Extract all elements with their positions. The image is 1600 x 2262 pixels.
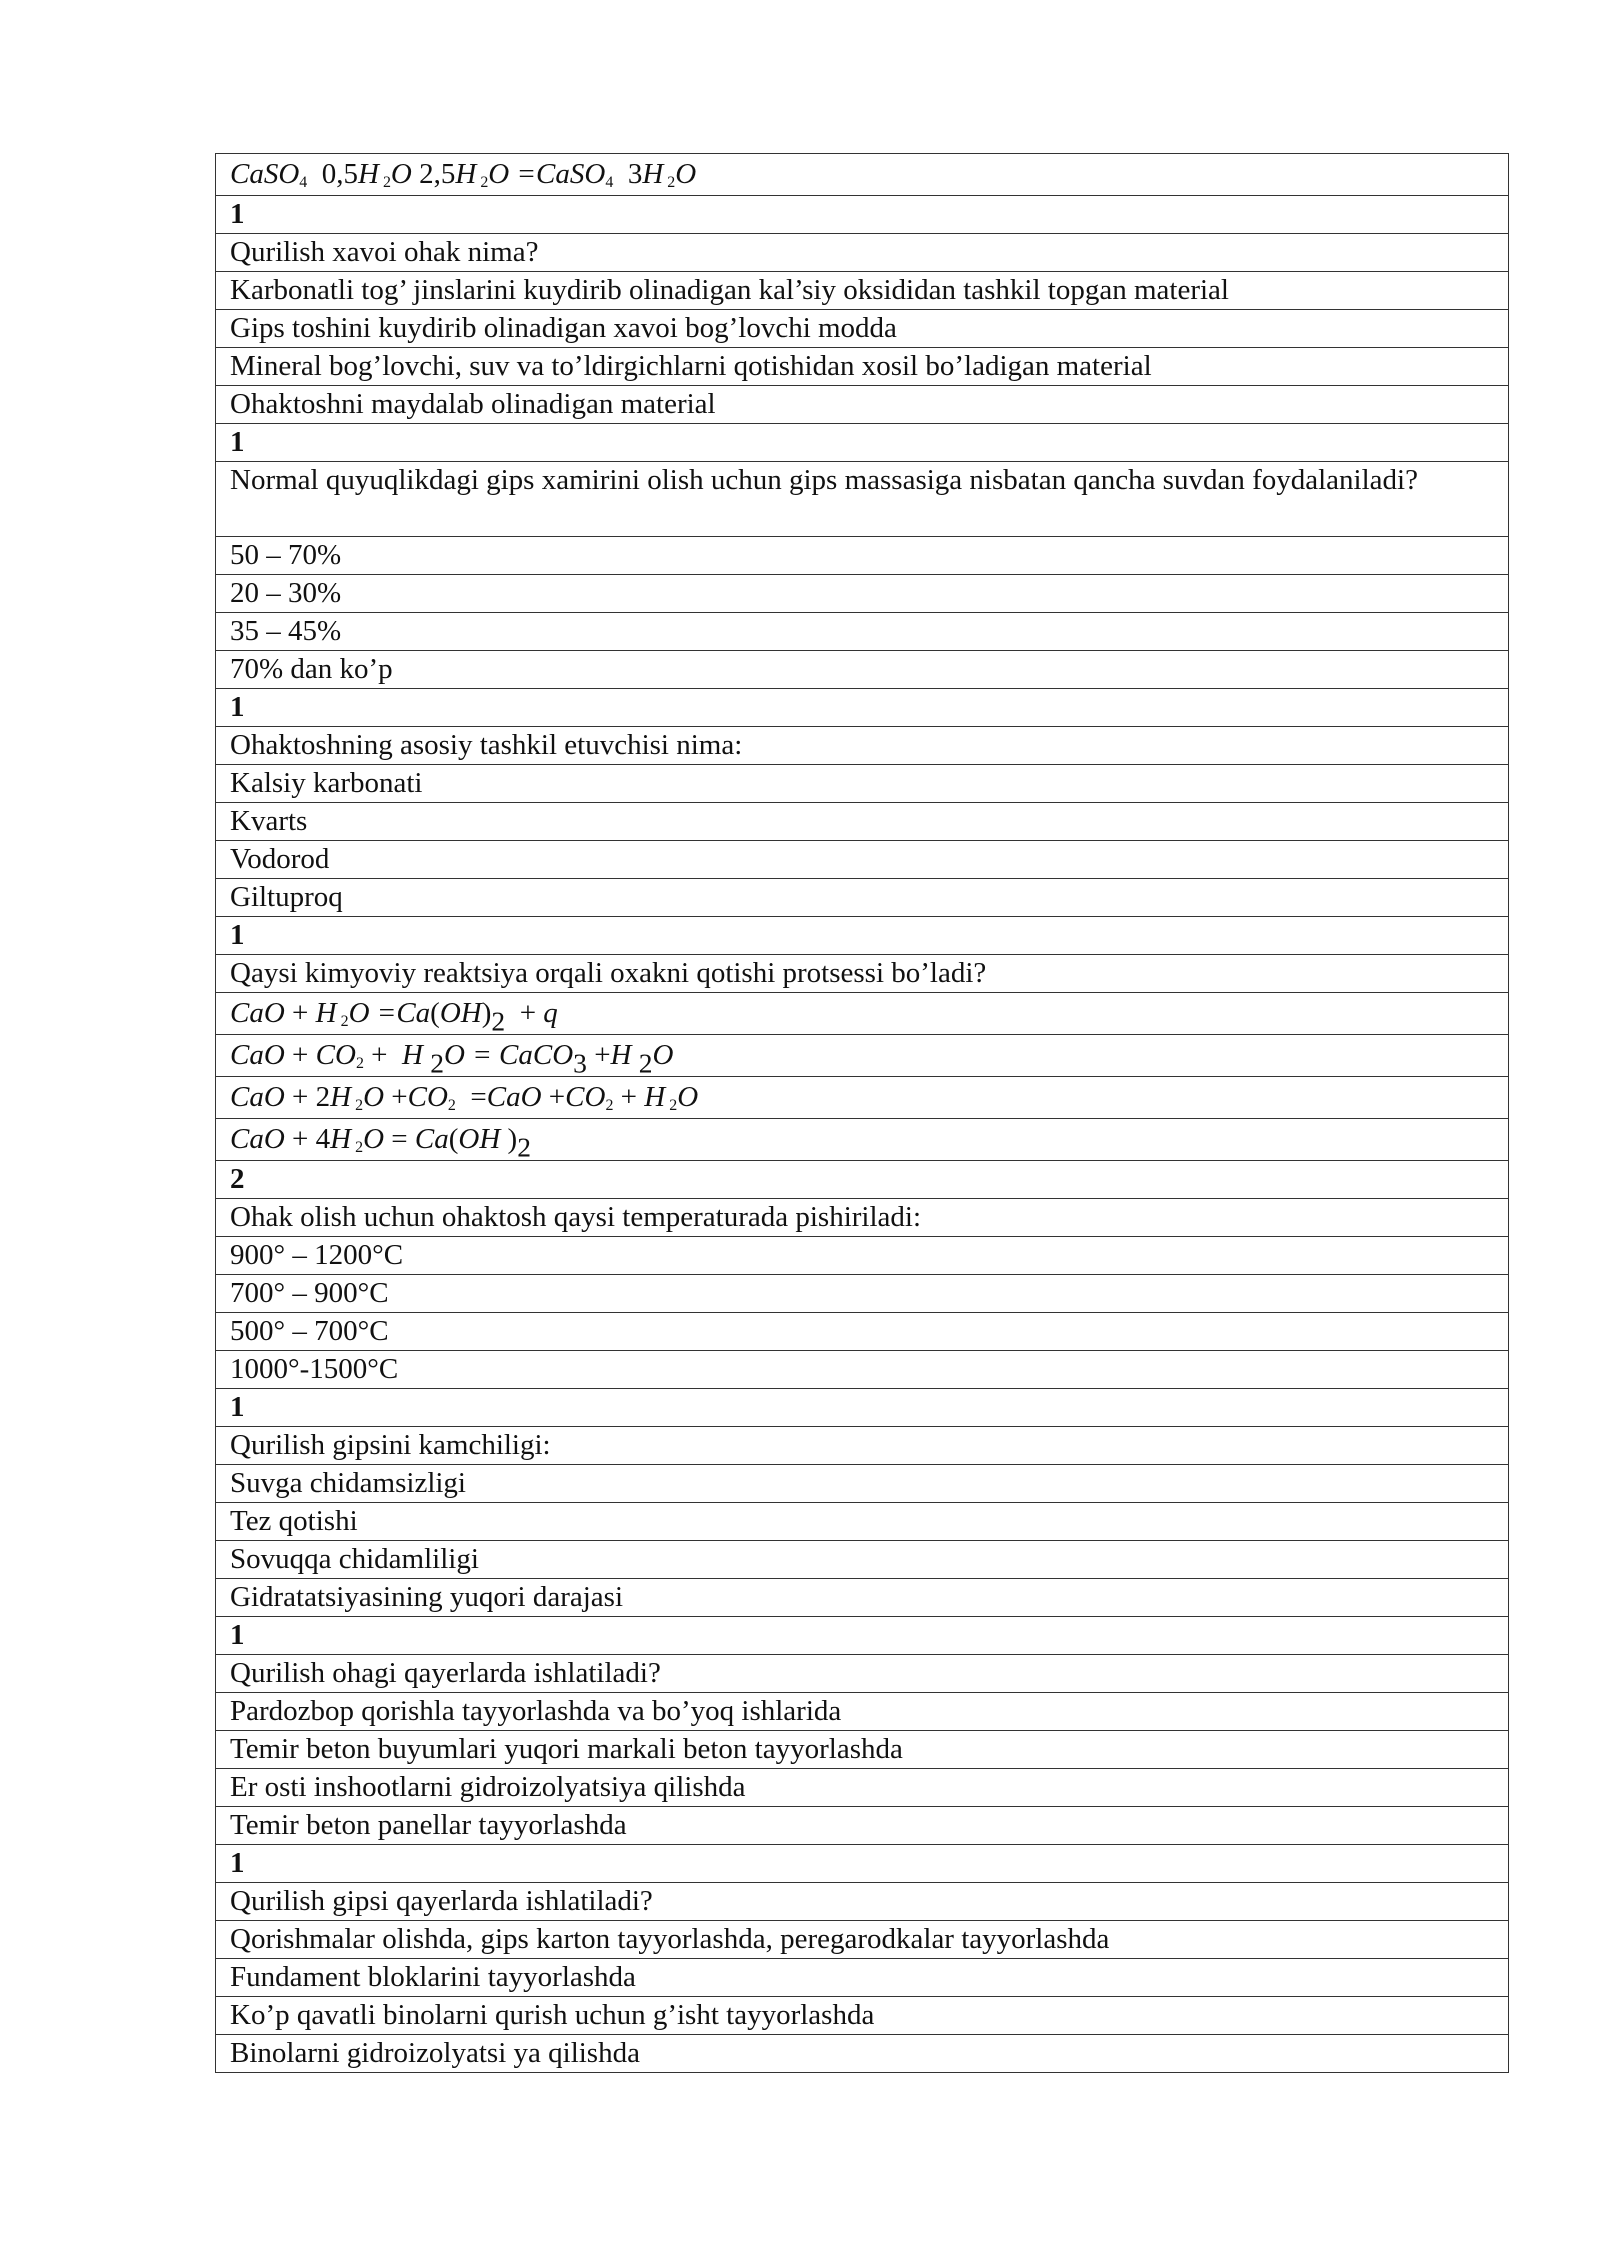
answer-option: Kalsiy karbonati (216, 765, 1509, 803)
formula-segment: + (613, 1081, 645, 1113)
answer-option: Vodorod (216, 841, 1509, 879)
table-row (216, 1579, 1509, 1617)
table-row (216, 1959, 1509, 1997)
formula-segment: + (384, 1081, 408, 1113)
table-row (216, 841, 1509, 879)
formula-segment: O (677, 1081, 699, 1113)
formula-cell (216, 1035, 1509, 1077)
formula-segment: 4 (299, 173, 308, 191)
table-row (216, 879, 1509, 917)
formula-segment: + (284, 1039, 316, 1071)
table-row (216, 1845, 1509, 1883)
question-text: Normal quyuqlikdagi gips xamirini olish uchun gips massasiga nisbatan qancha suvdan foydalaniladi? (216, 462, 1509, 537)
question-points: 1 (216, 917, 1509, 955)
table-row (216, 1769, 1509, 1807)
formula-segment: H (610, 1039, 639, 1071)
table-row (216, 234, 1509, 272)
table-row (216, 310, 1509, 348)
table-row (216, 1807, 1509, 1845)
table-body (216, 154, 1509, 2073)
table-row (216, 765, 1509, 803)
formula-segment: H (644, 1081, 666, 1113)
formula-segment: CaO (230, 1081, 285, 1113)
formula-segment: H (330, 1123, 352, 1155)
table-row (216, 1035, 1509, 1077)
table-row (216, 1389, 1509, 1427)
table-row (216, 689, 1509, 727)
table-row (216, 154, 1509, 196)
answer-option: Mineral bog’lovchi, suv va to’ldirgichlarni qotishidan xosil bo’ladigan material (216, 348, 1509, 386)
formula-segment: 2 (638, 1047, 653, 1077)
formula-segment: ) (481, 997, 492, 1029)
table-row (216, 613, 1509, 651)
table-row (216, 1313, 1509, 1351)
formula-segment: + (586, 1039, 611, 1071)
table-row (216, 1237, 1509, 1275)
answer-option: Qorishmalar olishda, gips karton tayyorlashda, peregarodkalar tayyorlashda (216, 1921, 1509, 1959)
table-row (216, 651, 1509, 689)
answer-option: 70% dan ko’p (216, 651, 1509, 689)
formula-segment: + (505, 997, 544, 1029)
table-row (216, 1617, 1509, 1655)
table-row (216, 1883, 1509, 1921)
table-row (216, 1693, 1509, 1731)
table-row (216, 917, 1509, 955)
answer-option: Ko’p qavatli binolarni qurish uchun g’isht tayyorlashda (216, 1997, 1509, 2035)
answer-option: Sovuqqa chidamliligi (216, 1541, 1509, 1579)
formula-segment: O (652, 1039, 674, 1071)
formula-segment: 2 (517, 1131, 531, 1161)
question-text: Qurilish gipsi qayerlarda ishlatiladi? (216, 1883, 1509, 1921)
formula-segment: CaO (230, 1039, 285, 1071)
question-points: 1 (216, 424, 1509, 462)
formula-segment: + (363, 1039, 403, 1071)
formula-segment: 2 (378, 173, 391, 191)
formula-segment: q (543, 997, 558, 1029)
formula-cell (216, 1077, 1509, 1119)
question-text: Qurilish gipsini kamchiligi: (216, 1427, 1509, 1465)
formula-segment: CO (565, 1081, 606, 1113)
table-row (216, 1541, 1509, 1579)
formula-segment: O =Ca (348, 997, 431, 1029)
formula-segment: 3 (613, 158, 643, 190)
formula-segment: OH (458, 1123, 508, 1155)
formula-segment: H (402, 1039, 431, 1071)
formula-segment: 2 (605, 1096, 614, 1114)
answer-option: 35 – 45% (216, 613, 1509, 651)
answer-option: Suvga chidamsizligi (216, 1465, 1509, 1503)
formula-segment: 0,5 (307, 158, 359, 190)
table-row (216, 1119, 1509, 1161)
formula-segment: H (642, 158, 664, 190)
answer-option: Binolarni gidroizolyatsi ya qilishda (216, 2035, 1509, 2073)
question-text: Ohak olish uchun ohaktosh qaysi temperaturada pishiriladi: (216, 1199, 1509, 1237)
formula-segment: Ca (414, 1123, 449, 1155)
answer-option: Er osti inshootlarni gidroizolyatsiya qilishda (216, 1769, 1509, 1807)
table-row (216, 386, 1509, 424)
answer-option: 900° – 1200°C (216, 1237, 1509, 1275)
formula-segment: = (384, 1123, 415, 1155)
table-row (216, 1465, 1509, 1503)
answer-option: Fundament bloklarini tayyorlashda (216, 1959, 1509, 1997)
table-row (216, 1275, 1509, 1313)
answer-option: Ohaktoshni maydalab olinadigan material (216, 386, 1509, 424)
answer-option: Temir beton buyumlari yuqori markali beton tayyorlashda (216, 1731, 1509, 1769)
formula-segment: 2,5 (411, 158, 456, 190)
answer-option: Pardozbop qorishla tayyorlashda va bo’yoq ishlarida (216, 1693, 1509, 1731)
question-text: Qurilish xavoi ohak nima? (216, 234, 1509, 272)
formula-segment: CaO (230, 1123, 285, 1155)
table-row (216, 1077, 1509, 1119)
formula-segment: OH (439, 997, 482, 1029)
formula-segment: = (455, 1081, 487, 1113)
formula-segment: H (455, 158, 477, 190)
formula-segment: 2 (336, 1012, 349, 1030)
formula-segment: 2 (663, 173, 676, 191)
formula-segment: O (675, 158, 697, 190)
question-text: Qaysi kimyoviy reaktsiya orqali oxakni qotishi protsessi bo’ladi? (216, 955, 1509, 993)
formula-segment: + 4 (284, 1123, 331, 1155)
question-points: 2 (216, 1161, 1509, 1199)
question-points: 1 (216, 689, 1509, 727)
table-row (216, 1199, 1509, 1237)
formula-segment: O =CaSO (488, 158, 606, 190)
table-row (216, 272, 1509, 310)
formula-segment: + 2 (284, 1081, 331, 1113)
table-row (216, 348, 1509, 386)
answer-option: 500° – 700°C (216, 1313, 1509, 1351)
table-row (216, 1427, 1509, 1465)
formula-segment: ( (430, 997, 440, 1029)
formula-segment: 2 (430, 1047, 445, 1077)
table-row (216, 196, 1509, 234)
formula-segment: CaO (486, 1081, 542, 1113)
answer-option: Kvarts (216, 803, 1509, 841)
formula-segment: H (315, 997, 337, 1029)
table-row (216, 803, 1509, 841)
formula-segment: CaSO (230, 158, 300, 190)
formula-segment: CO (315, 1039, 356, 1071)
formula-cell (216, 993, 1509, 1035)
answer-option: 50 – 70% (216, 537, 1509, 575)
table-row (216, 424, 1509, 462)
table-row (216, 1731, 1509, 1769)
table-row (216, 2035, 1509, 2073)
table-row (216, 575, 1509, 613)
formula-segment: + (541, 1081, 566, 1113)
formula-segment: + (284, 997, 316, 1029)
formula-segment: H (358, 158, 379, 190)
question-points: 1 (216, 196, 1509, 234)
formula-segment: 2 (665, 1096, 678, 1114)
formula-segment: H (330, 1081, 352, 1113)
answer-option: 20 – 30% (216, 575, 1509, 613)
formula-segment: 2 (351, 1096, 364, 1114)
answer-option: 1000°-1500°C (216, 1351, 1509, 1389)
answer-option: Tez qotishi (216, 1503, 1509, 1541)
question-points: 1 (216, 1389, 1509, 1427)
answer-option: Gidratatsiyasining yuqori darajasi (216, 1579, 1509, 1617)
formula-segment: 2 (491, 1005, 506, 1035)
formula-segment: 4 (605, 173, 614, 191)
table-row (216, 955, 1509, 993)
formula-segment: 2 (447, 1096, 456, 1114)
answer-option: Gips toshini kuydirib olinadigan xavoi bog’lovchi modda (216, 310, 1509, 348)
formula-segment: ) (507, 1123, 518, 1155)
formula-segment: CaO (230, 997, 285, 1029)
table-row (216, 1997, 1509, 2035)
formula-segment: CO (407, 1081, 448, 1113)
answer-option: Giltuproq (216, 879, 1509, 917)
formula-cell (216, 1119, 1509, 1161)
formula-segment: ( (448, 1123, 459, 1155)
table-row (216, 1503, 1509, 1541)
question-text: Qurilish ohagi qayerlarda ishlatiladi? (216, 1655, 1509, 1693)
table-row (216, 993, 1509, 1035)
formula-segment: 3 (573, 1047, 587, 1077)
table-row (216, 462, 1509, 537)
formula-segment: O = CaCO (444, 1039, 574, 1071)
formula-cell (216, 154, 1509, 196)
formula-segment: O (363, 1123, 385, 1155)
question-points: 1 (216, 1617, 1509, 1655)
question-text: Ohaktoshning asosiy tashkil etuvchisi nima: (216, 727, 1509, 765)
table-row (216, 1161, 1509, 1199)
table-row (216, 1655, 1509, 1693)
answer-option: Karbonatli tog’ jinslarini kuydirib olinadigan kal’siy oksididan tashkil topgan material (216, 272, 1509, 310)
answer-option: Temir beton panellar tayyorlashda (216, 1807, 1509, 1845)
table-row (216, 1351, 1509, 1389)
formula-segment: 2 (355, 1054, 364, 1072)
formula-segment: 2 (476, 173, 489, 191)
answer-option: 700° – 900°C (216, 1275, 1509, 1313)
formula-segment: O (363, 1081, 385, 1113)
test-question-table (215, 153, 1509, 2073)
formula-segment: 2 (351, 1138, 364, 1156)
formula-segment: O (390, 158, 412, 190)
question-points: 1 (216, 1845, 1509, 1883)
table-row (216, 537, 1509, 575)
table-row (216, 727, 1509, 765)
table-row (216, 1921, 1509, 1959)
